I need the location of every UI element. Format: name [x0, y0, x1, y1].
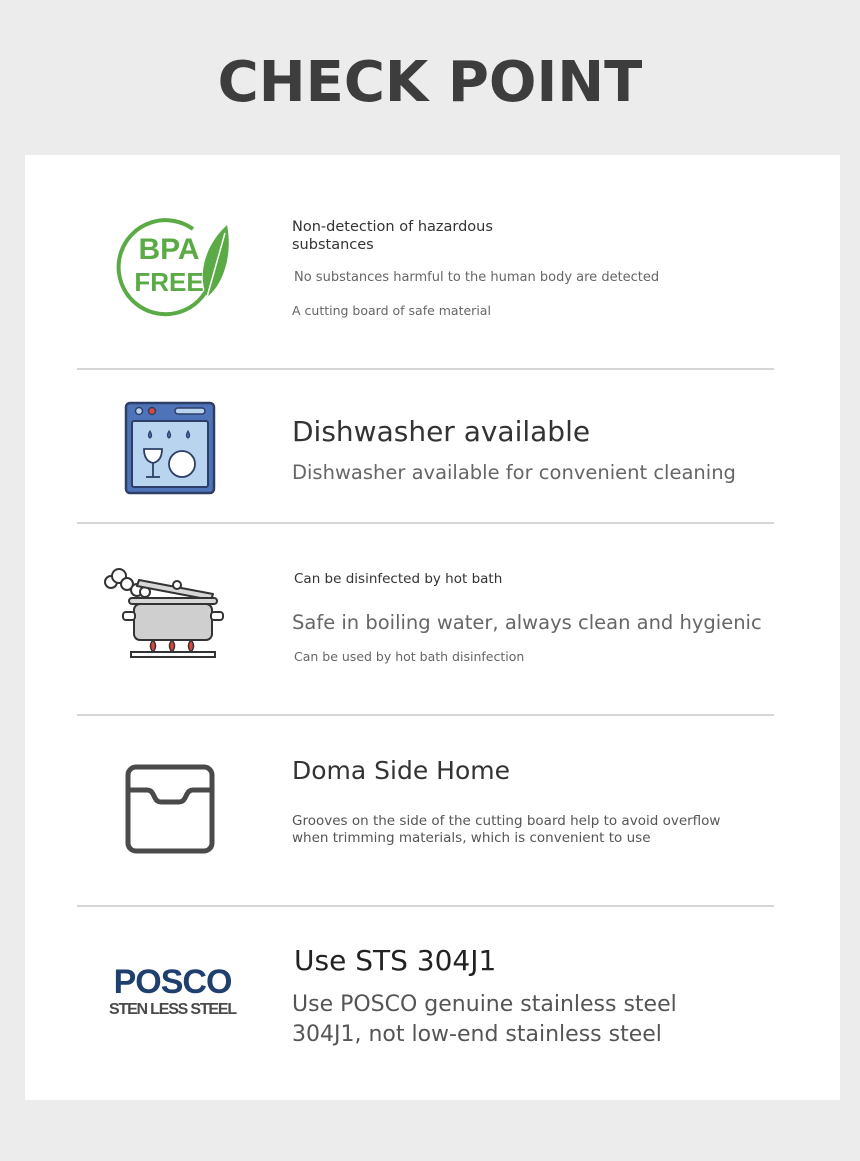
dishwasher-icon — [124, 401, 216, 495]
free-text: FREE — [134, 267, 204, 297]
stainless-steel-text: STEN LESS STEEL — [109, 1001, 236, 1018]
posco-logo — [105, 963, 240, 1023]
page-title: CHECK POINT — [217, 50, 643, 115]
posco-logo-text: POSCO — [113, 963, 232, 1001]
bpa-description: No substances harmful to the human body are detected — [294, 270, 660, 285]
divider — [77, 368, 774, 370]
divider — [77, 905, 774, 907]
divider — [77, 522, 774, 524]
sts-heading: Use STS 304J1 — [294, 944, 497, 977]
cutting-board-groove-icon — [125, 764, 215, 854]
bpa-text: BPA — [138, 233, 200, 266]
hot-bath-note: Can be used by hot bath disinfection — [294, 649, 525, 664]
bpa-note: A cutting board of safe material — [292, 303, 491, 318]
groove-heading: Doma Side Home — [292, 756, 511, 785]
groove-description: Grooves on the side of the cutting board help to avoid overflow when trimming materials, which is convenient to use — [292, 813, 721, 846]
divider — [77, 714, 774, 716]
bpa-free-icon — [115, 215, 235, 325]
dishwasher-heading: Dishwasher available — [292, 415, 591, 448]
boiling-pot-icon — [101, 560, 225, 664]
dishwasher-description: Dishwasher available for convenient cleaning — [292, 461, 736, 484]
bpa-heading: Non-detection of hazardous substances — [292, 219, 493, 253]
hot-bath-heading: Can be disinfected by hot bath — [294, 571, 503, 587]
sts-description: Use POSCO genuine stainless steel 304J1, not low-end stainless steel — [292, 992, 677, 1047]
checkpoint-card — [25, 155, 840, 1100]
hot-bath-description: Safe in boiling water, always clean and hygienic — [292, 611, 762, 634]
